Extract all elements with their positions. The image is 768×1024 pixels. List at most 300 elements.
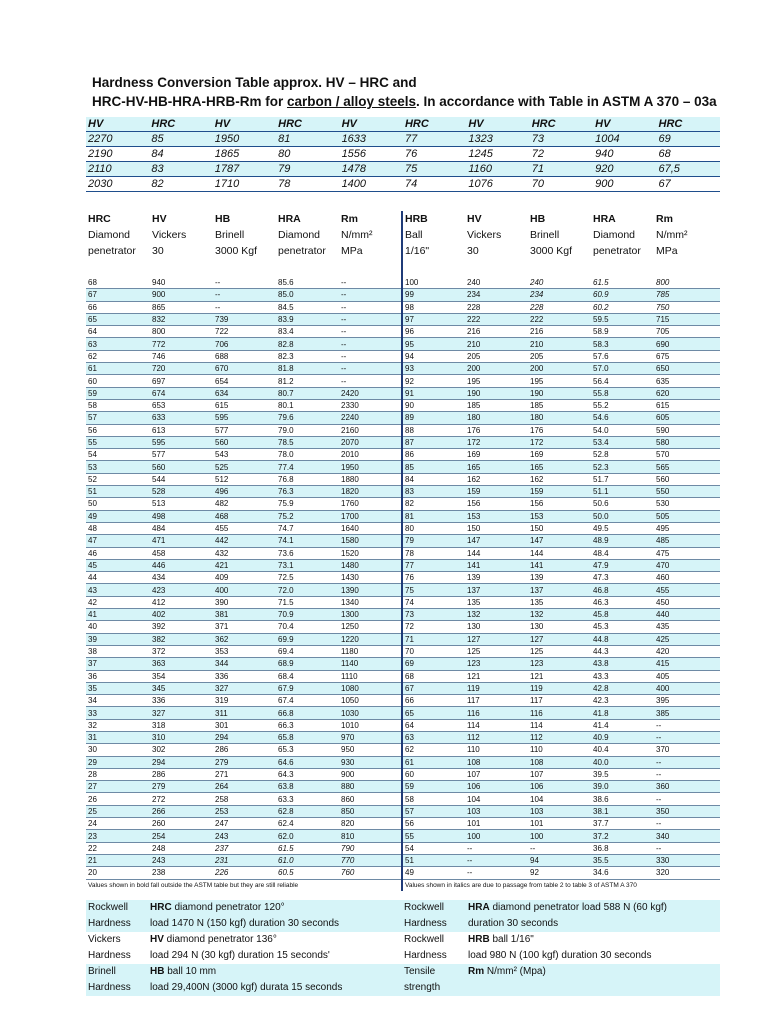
table-cell: 127 [528,633,591,645]
table-cell: 72 [402,621,465,633]
table-cell: 82.3 [276,350,339,362]
table-cell: 76 [402,572,465,584]
table-cell: 172 [528,436,591,448]
table-row [86,695,720,707]
table-cell: 85 [402,461,465,473]
table-cell: 900 [150,289,213,301]
table-cell: 66.8 [276,707,339,719]
table-cell: 44.8 [591,633,654,645]
table-row [86,424,720,436]
table-cell: 94 [402,350,465,362]
main-table-header-row [86,211,720,227]
table-cell: 560 [150,461,213,473]
table-cell: 176 [528,424,591,436]
legend-row [86,932,720,948]
table-cell: 595 [213,412,276,424]
table-cell: 620 [654,387,720,399]
table-cell: 60.5 [276,867,339,879]
table-cell: 58 [86,399,150,411]
table-cell: 1640 [339,522,402,534]
table-cell: 53 [86,461,150,473]
table-cell: 495 [654,522,720,534]
table-cell: 27 [86,781,150,793]
table-row [86,498,720,510]
table-cell: 381 [213,609,276,621]
table-cell: 95 [402,338,465,350]
table-cell: 1820 [339,486,402,498]
table-cell: 63.8 [276,781,339,793]
table-row [86,535,720,547]
table-cell: 75 [402,584,465,596]
table-cell: 930 [339,756,402,768]
spacer-cell [276,259,339,277]
table-cell: 78.0 [276,449,339,461]
table-cell: 79.6 [276,412,339,424]
table-cell: 71.5 [276,596,339,608]
table-row [86,867,720,879]
table-cell: 1700 [339,510,402,522]
table-cell: 51.1 [591,486,654,498]
table-cell: 435 [654,621,720,633]
table-cell: 60 [86,375,150,387]
table-cell: -- [213,277,276,289]
table-cell: 654 [213,375,276,387]
table-cell: 132 [465,609,528,621]
table-cell: 425 [654,633,720,645]
table-cell: 180 [528,412,591,424]
table-cell: 84.5 [276,301,339,313]
table-cell: 371 [213,621,276,633]
table-cell: 130 [528,621,591,633]
table-cell: 77 [402,559,465,571]
table-row [86,842,720,854]
table-cell: 311 [213,707,276,719]
table-cell: 860 [339,793,402,805]
table-row [86,559,720,571]
table-cell: 85 [149,132,212,147]
table-cell: 234 [465,289,528,301]
table-cell: 2330 [339,399,402,411]
table-cell: 66.3 [276,719,339,731]
table-cell: 210 [528,338,591,350]
table-cell: 253 [213,805,276,817]
table-cell: 91 [402,387,465,399]
table-cell: 570 [654,449,720,461]
table-cell: 48 [86,522,150,534]
table-cell: 32 [86,719,150,731]
column-header: HRC [657,117,720,132]
table-cell: 185 [465,399,528,411]
table-cell: 330 [654,854,720,866]
table-cell: 216 [465,326,528,338]
table-cell: 75.2 [276,510,339,522]
table-cell: 560 [654,473,720,485]
table-cell: 46 [86,547,150,559]
table-cell: 1760 [339,498,402,510]
table-cell: 90 [402,399,465,411]
legend-label: Hardness [86,948,148,964]
table-cell: 82 [402,498,465,510]
table-row [86,781,720,793]
table-cell: 247 [213,818,276,830]
table-cell: 45.3 [591,621,654,633]
table-cell: 79 [276,162,339,177]
table-cell: 62 [86,350,150,362]
table-cell: 633 [150,412,213,424]
legend-desc: load 294 N (30 kgf) duration 15 seconds' [148,948,402,964]
table-cell: 31 [86,731,150,743]
table-cell: 42.3 [591,695,654,707]
table-cell: 205 [465,350,528,362]
table-cell: 100 [402,277,465,289]
column-header: Rm [656,213,673,225]
column-header: 3000 Kgf [215,245,258,257]
notes-row [86,879,720,891]
table-cell: 83 [149,162,212,177]
table-row [86,854,720,866]
table-cell: 29 [86,756,150,768]
table-cell: 80 [402,522,465,534]
table-cell: 87 [402,436,465,448]
table-cell: 1160 [466,162,529,177]
column-header: Brinell [530,229,560,241]
column-header: penetrator [593,245,641,257]
table-cell: 498 [150,510,213,522]
column-header: Vickers [152,229,187,241]
table-cell: 55 [402,830,465,842]
table-cell: -- [213,301,276,313]
table-cell: 150 [528,522,591,534]
table-row [86,682,720,694]
main-table-header-row [86,243,720,259]
table-cell: 125 [465,645,528,657]
table-cell: 310 [150,731,213,743]
table-cell: 832 [150,313,213,325]
table-cell: 432 [213,547,276,559]
table-cell: 47 [86,535,150,547]
table-cell: 688 [213,350,276,362]
table-cell: 106 [465,781,528,793]
table-cell: 78 [276,177,339,192]
table-cell: 41.8 [591,707,654,719]
table-cell: 66 [402,695,465,707]
table-cell: 144 [528,547,591,559]
table-cell: 243 [213,830,276,842]
table-cell: 880 [339,781,402,793]
table-cell: 159 [528,486,591,498]
table-cell: 565 [654,461,720,473]
table-row [86,510,720,522]
table-cell: 41 [86,609,150,621]
table-cell: 468 [213,510,276,522]
table-cell: 83.9 [276,313,339,325]
table-cell: 69.9 [276,633,339,645]
table-cell: 327 [213,682,276,694]
table-cell: 49 [402,867,465,879]
table-cell: 61 [86,363,150,375]
table-cell: 1480 [339,559,402,571]
table-cell: 123 [528,658,591,670]
table-cell: 117 [465,695,528,707]
table-cell: 772 [150,338,213,350]
table-cell: -- [339,375,402,387]
table-cell: 40.4 [591,744,654,756]
table-cell: 205 [528,350,591,362]
table-cell: 440 [654,609,720,621]
table-cell: 74.1 [276,535,339,547]
table-cell: 172 [465,436,528,448]
table-cell: 354 [150,670,213,682]
table-cell: 190 [528,387,591,399]
table-cell: 200 [465,363,528,375]
table-cell: 108 [528,756,591,768]
table-cell: 85.0 [276,289,339,301]
table-cell: 2010 [339,449,402,461]
table-cell: 190 [465,387,528,399]
table-cell: 195 [528,375,591,387]
table-cell: 147 [528,535,591,547]
table-cell: 69.4 [276,645,339,657]
table-cell: 63 [86,338,150,350]
table-cell: 21 [86,854,150,866]
table-cell: 57 [402,805,465,817]
spacer-cell [528,259,591,277]
column-header: HRC [276,117,339,132]
table-row [86,756,720,768]
table-cell: 675 [654,350,720,362]
table-cell: 715 [654,313,720,325]
table-cell: 243 [150,854,213,866]
table-cell: 119 [528,682,591,694]
table-cell: 653 [150,399,213,411]
table-cell: 1633 [340,132,403,147]
table-cell: 141 [465,559,528,571]
table-cell: 1340 [339,596,402,608]
table-cell: 434 [150,572,213,584]
table-row [86,572,720,584]
table-cell: 39.5 [591,768,654,780]
table-cell: 294 [150,756,213,768]
table-cell: 104 [528,793,591,805]
table-cell: 940 [593,147,656,162]
table-cell: 2270 [86,132,149,147]
table-cell: 446 [150,559,213,571]
table-cell: 720 [150,363,213,375]
table-row [86,621,720,633]
table-cell: 302 [150,744,213,756]
hv-hrc-top-table [86,117,720,192]
table-cell: 240 [528,277,591,289]
table-cell: 117 [528,695,591,707]
table-cell: 450 [654,596,720,608]
table-cell: 72.5 [276,572,339,584]
table-cell: 64.6 [276,756,339,768]
table-cell: 1520 [339,547,402,559]
legend-desc: load 980 N (100 kgf) duration 30 seconds [466,948,720,964]
table-cell: 162 [528,473,591,485]
table-cell: 103 [465,805,528,817]
table-cell: 1300 [339,609,402,621]
legend-label: Rockwell [86,900,148,916]
table-cell: 153 [465,510,528,522]
table-cell: 56 [86,424,150,436]
column-header: Diamond [278,229,321,241]
table-cell: 2070 [339,436,402,448]
table-cell: 75 [403,162,466,177]
legend-row [86,948,720,964]
table-cell: 57.6 [591,350,654,362]
column-header: HRC [530,117,593,132]
column-header: HV [466,117,529,132]
table-cell: 65.8 [276,731,339,743]
table-cell: 810 [339,830,402,842]
table-cell: 54.0 [591,424,654,436]
table-row [86,768,720,780]
table-row [86,338,720,350]
column-header: HV [86,117,149,132]
table-cell: 785 [654,289,720,301]
table-cell: 210 [465,338,528,350]
table-cell: 455 [654,584,720,596]
table-cell: 26 [86,793,150,805]
table-cell: 900 [339,768,402,780]
table-cell: 67,5 [657,162,720,177]
legend-label: Tensile [402,964,466,980]
table-cell: 100 [528,830,591,842]
table-cell: 392 [150,621,213,633]
table-cell: 1004 [593,132,656,147]
table-cell: 70.9 [276,609,339,621]
table-cell: 30 [86,744,150,756]
table-cell: 865 [150,301,213,313]
table-cell: 74 [402,596,465,608]
table-cell: 116 [465,707,528,719]
table-row [86,399,720,411]
table-cell: 1880 [339,473,402,485]
table-cell: 101 [528,818,591,830]
table-cell: 231 [213,854,276,866]
table-cell: 40.9 [591,731,654,743]
table-cell: 746 [150,350,213,362]
table-cell: 64 [402,719,465,731]
table-cell: 147 [465,535,528,547]
legend-desc: HRC diamond penetrator 120° [148,900,402,916]
table-cell: 78.5 [276,436,339,448]
table-cell: 770 [339,854,402,866]
table-cell: 69 [657,132,720,147]
table-cell: 60.2 [591,301,654,313]
title-line-1: Hardness Conversion Table approx. HV – HRC and [92,75,417,90]
table-cell: 320 [654,867,720,879]
table-cell: 50.6 [591,498,654,510]
table-cell: 1245 [466,147,529,162]
table-cell: 248 [150,842,213,854]
table-cell: 920 [593,162,656,177]
table-cell: 135 [465,596,528,608]
table-cell: 43.3 [591,670,654,682]
table-cell: 77.4 [276,461,339,473]
table-cell: 390 [213,596,276,608]
table-cell: 68 [657,147,720,162]
table-cell: 37 [86,658,150,670]
table-cell: 2030 [86,177,149,192]
title-line-2-underlined: carbon / alloy steels [286,94,417,109]
top-table-row [86,177,720,192]
table-cell: 110 [465,744,528,756]
table-cell: 153 [528,510,591,522]
table-cell: 67 [86,289,150,301]
table-cell: 615 [654,399,720,411]
table-cell: -- [465,854,528,866]
table-cell: 525 [213,461,276,473]
table-cell: 56.4 [591,375,654,387]
table-cell: 590 [654,424,720,436]
table-cell: 55.8 [591,387,654,399]
table-cell: 121 [465,670,528,682]
table-row [86,350,720,362]
table-row [86,596,720,608]
table-cell: 37.2 [591,830,654,842]
table-cell: 82 [149,177,212,192]
table-row [86,744,720,756]
table-cell: 110 [528,744,591,756]
table-cell: 150 [465,522,528,534]
table-cell: 70 [530,177,593,192]
table-cell: 362 [213,633,276,645]
legend-desc: load 29,400N (3000 kgf) durata 15 seconds [148,980,402,996]
table-cell: 98 [402,301,465,313]
table-cell: 101 [465,818,528,830]
table-cell: 47.3 [591,572,654,584]
table-cell: 222 [528,313,591,325]
table-cell: 99 [402,289,465,301]
table-cell: 61.5 [276,842,339,854]
top-table-header-row [86,117,720,132]
table-cell: 1220 [339,633,402,645]
table-cell: 62.8 [276,805,339,817]
table-cell: 54 [402,842,465,854]
table-cell: 82.8 [276,338,339,350]
table-cell: 70 [402,645,465,657]
table-cell: 301 [213,719,276,731]
table-cell: 1140 [339,658,402,670]
table-cell: 670 [213,363,276,375]
table-cell: 65.3 [276,744,339,756]
table-row [86,731,720,743]
column-header: HRC [149,117,212,132]
table-cell: 33 [86,707,150,719]
table-cell: 52 [86,473,150,485]
table-cell: 156 [528,498,591,510]
table-cell: 67 [402,682,465,694]
spacer-row [86,259,720,277]
table-cell: 382 [150,633,213,645]
table-cell: 820 [339,818,402,830]
table-row [86,277,720,289]
column-header: 1/16" [405,245,430,257]
table-cell: 482 [213,498,276,510]
column-header: HRC [403,117,466,132]
table-cell: 471 [150,535,213,547]
table-cell: 80 [276,147,339,162]
table-cell: 2420 [339,387,402,399]
table-cell: 51 [402,854,465,866]
table-cell: 530 [654,498,720,510]
table-cell: 950 [339,744,402,756]
table-cell: 560 [213,436,276,448]
table-cell: 750 [654,301,720,313]
table-cell: 40 [86,621,150,633]
